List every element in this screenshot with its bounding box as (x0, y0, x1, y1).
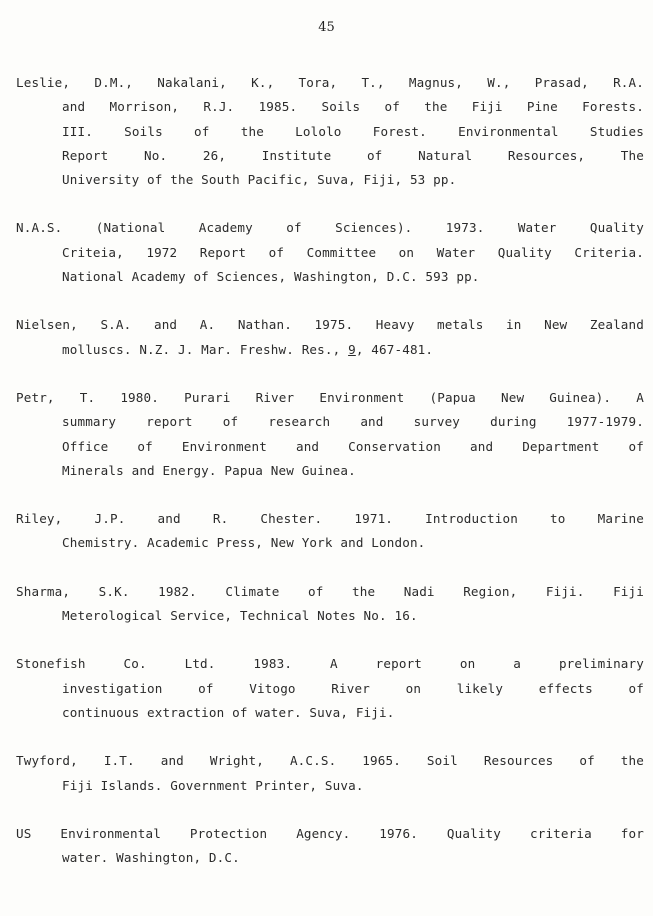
reference-entry (16, 386, 644, 483)
reference-line: Sharma, S.K. 1982. Climate of the Nadi Region, Fiji. Fiji (16, 583, 644, 599)
reference-line: Report No. 26, Institute of Natural Resources, The (62, 147, 644, 163)
reference-line: molluscs. N.Z. J. Mar. Freshw. Res., 9, 467-481. (62, 341, 434, 357)
reference-entry (16, 749, 644, 798)
reference-line: Leslie, D.M., Nakalani, K., Tora, T., Magnus, W., Prasad, R.A. (16, 75, 644, 90)
reference-line: Fiji Islands. Government Printer, Suva. (62, 777, 364, 793)
reference-line: III. Soils of the Lololo Forest. Environmental Studies (62, 123, 644, 139)
reference-entry (16, 71, 644, 192)
reference-line: continuous extraction of water. Suva, Fiji. (62, 704, 395, 720)
reference-line: Meterological Service, Technical Notes No. 16. (62, 608, 418, 624)
reference-line: University of the South Pacific, Suva, Fiji, 53 pp. (62, 172, 457, 188)
reference-line: Twyford, I.T. and Wright, A.C.S. 1965. Soil Resources of the (16, 753, 644, 769)
reference-line: Office of Environment and Conservation and Department of (62, 438, 644, 454)
reference-line: summary report of research and survey during 1977-1979. (62, 414, 644, 430)
reference-entry (16, 652, 644, 725)
reference-line: Chemistry. Academic Press, New York and London. (62, 535, 426, 551)
reference-line: Minerals and Energy. Papua New Guinea. (62, 462, 356, 478)
reference-entry (16, 822, 644, 871)
reference-line: investigation of Vitogo River on likely effects of (62, 680, 644, 696)
reference-line: US Environmental Protection Agency. 1976. Quality criteria for (16, 825, 644, 841)
reference-line: Stonefish Co. Ltd. 1983. A report on a preliminary (16, 656, 644, 672)
reference-line: Petr, T. 1980. Purari River Environment (Papua New Guinea). A (16, 389, 644, 405)
reference-entry (16, 216, 644, 289)
reference-line: Criteia, 1972 Report of Committee on Water Quality Criteria. (62, 244, 644, 260)
reference-line: and Morrison, R.J. 1985. Soils of the Fiji Pine Forests. (62, 99, 644, 115)
reference-list (16, 71, 644, 870)
reference-entry (16, 507, 644, 556)
reference-line: N.A.S. (National Academy of Sciences). 1973. Water Quality (16, 220, 644, 236)
reference-line: Nielsen, S.A. and A. Nathan. 1975. Heavy metals in New Zealand (16, 317, 644, 333)
reference-entry (16, 313, 644, 362)
reference-line: Riley, J.P. and R. Chester. 1971. Introduction to Marine (16, 511, 644, 527)
reference-entry (16, 580, 644, 629)
reference-line: water. Washington, D.C. (62, 850, 240, 866)
page-number: 45 (318, 20, 335, 35)
reference-line: National Academy of Sciences, Washington, D.C. 593 pp. (62, 269, 480, 285)
